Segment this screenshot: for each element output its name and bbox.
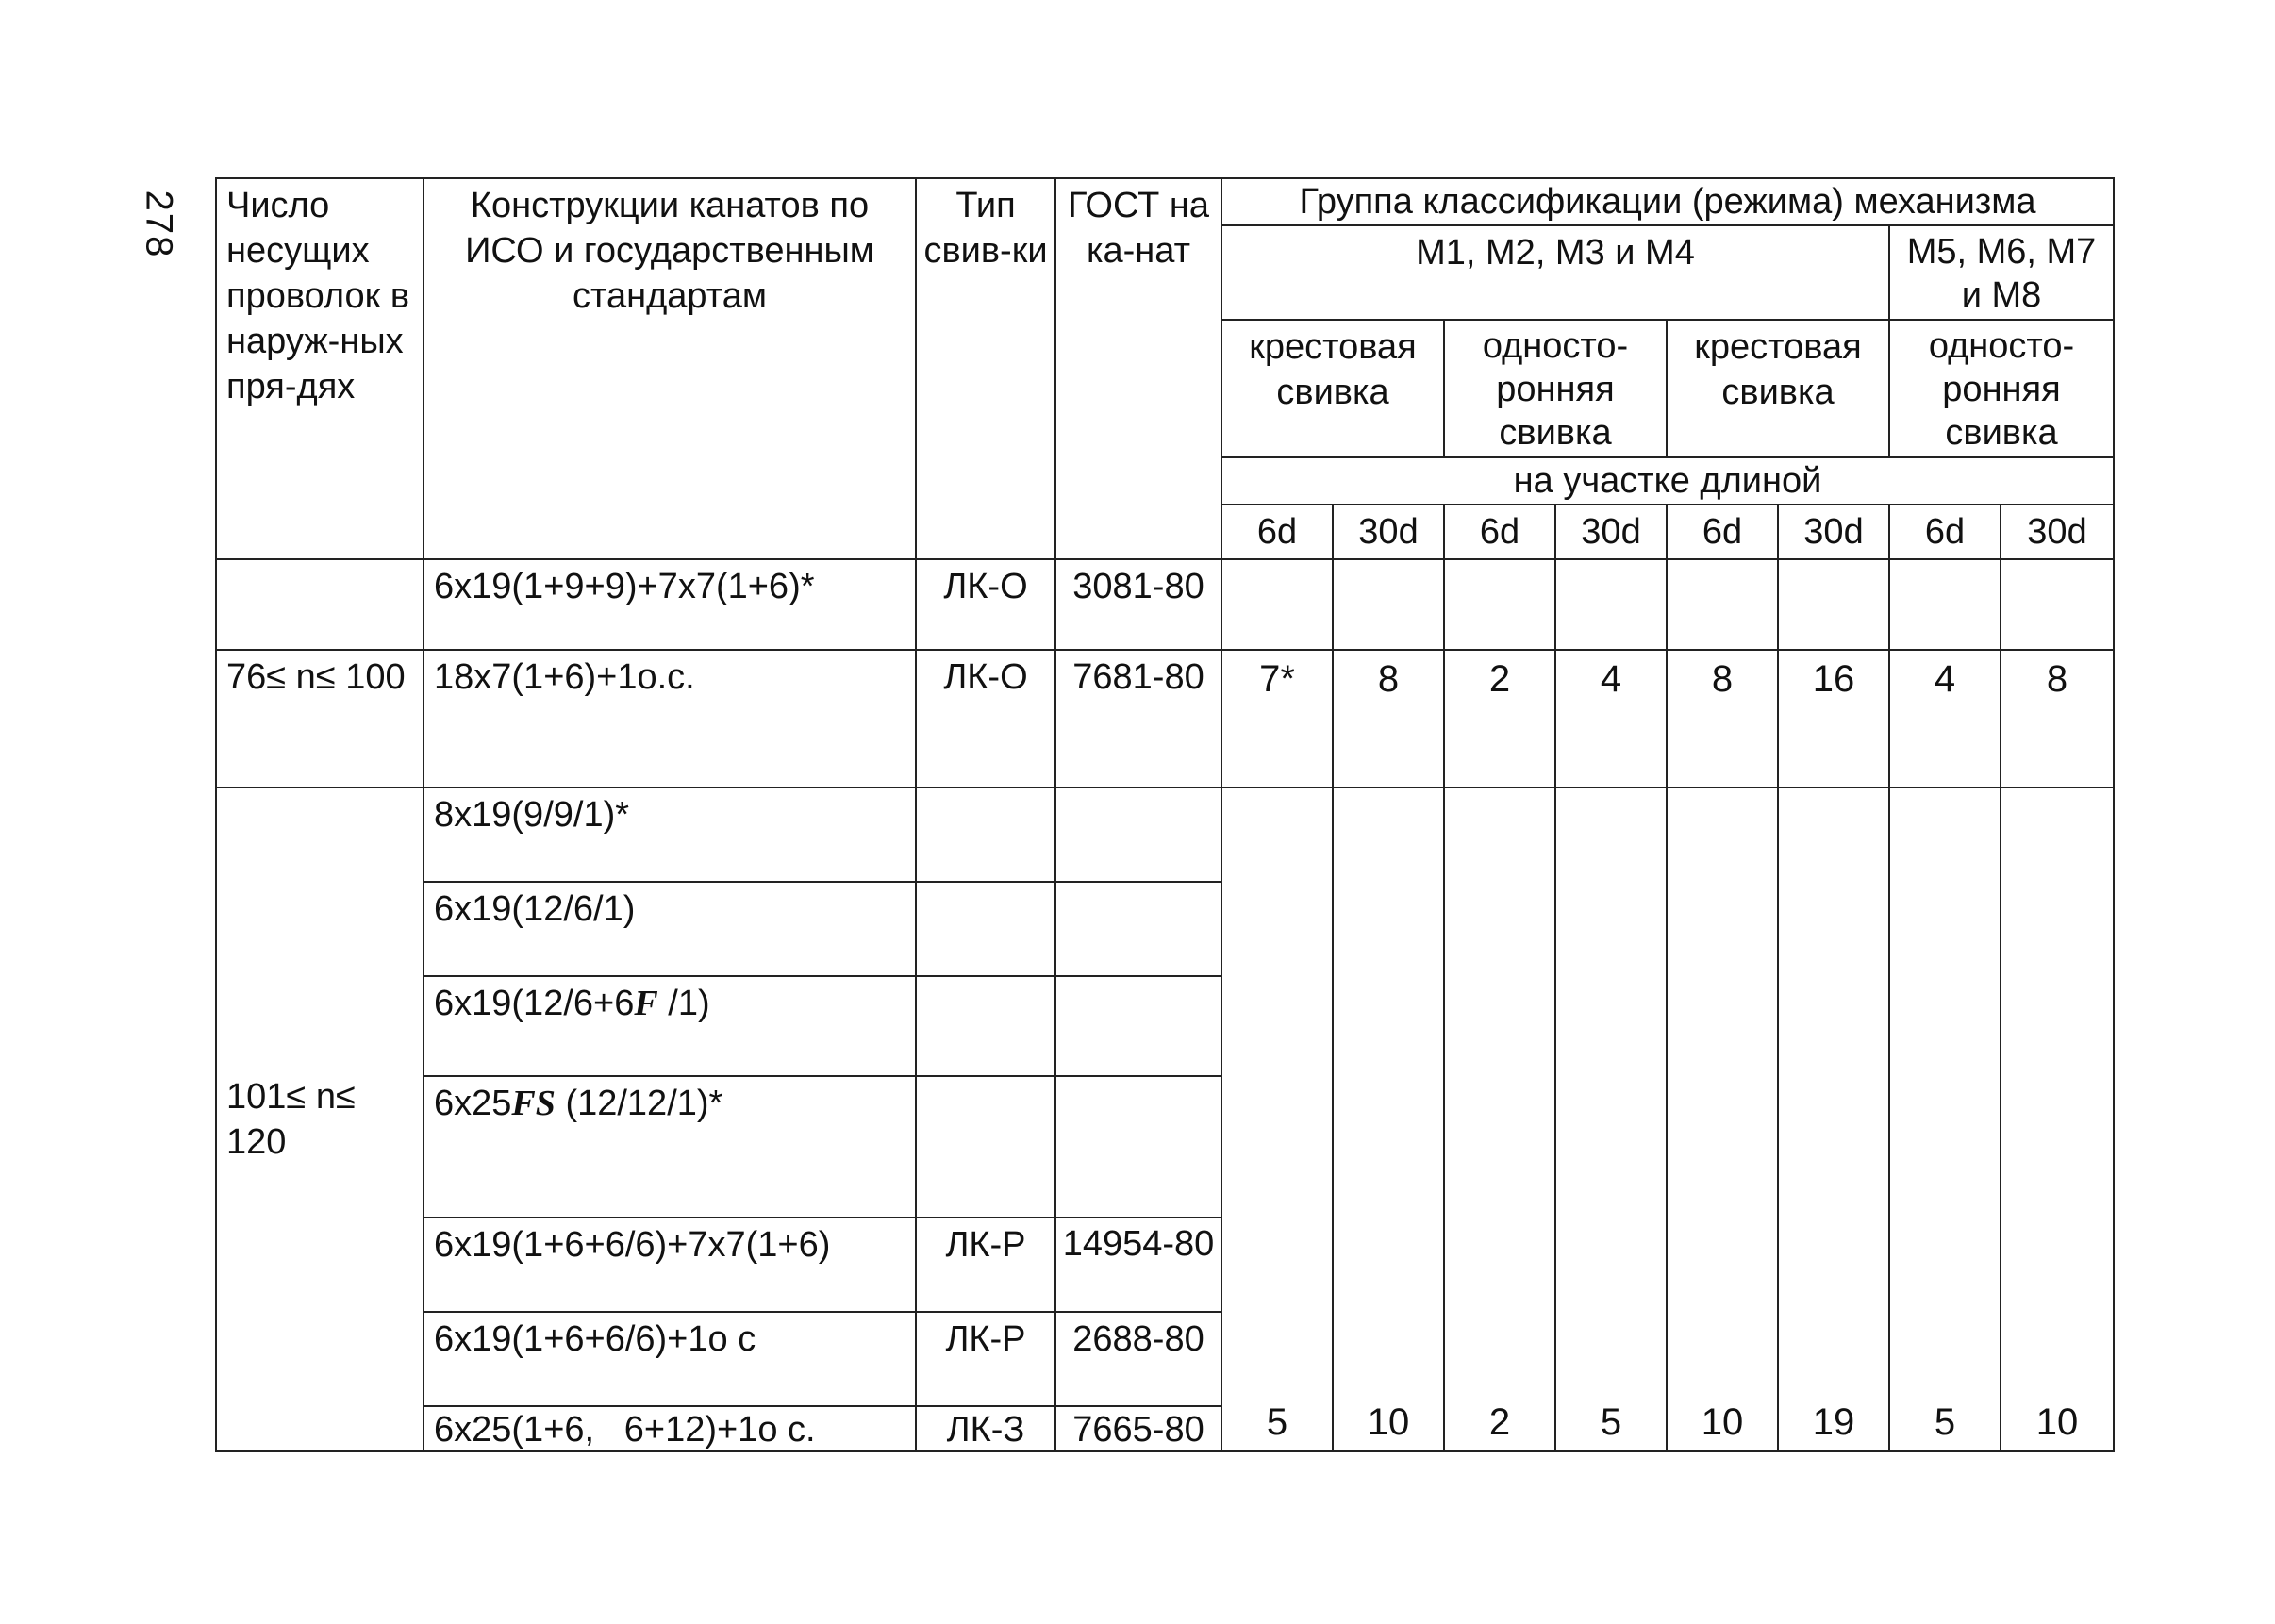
construction-text: (12/12/1)* (555, 1084, 723, 1123)
value-cell: 4 (1888, 649, 2001, 788)
construction-text: /1) (657, 984, 710, 1023)
wires-range-cell: 101≤ n≤ 120 (215, 787, 424, 1452)
construction-cell: 18х7(1+6)+1о.с. (423, 649, 917, 788)
gost-cell: 7681-80 (1054, 649, 1222, 788)
construction-cell: 6х25(1+6, 6+12)+1о с. (423, 1405, 917, 1452)
construction-cell (423, 975, 917, 1077)
construction-cell: 6х19(1+6+6/6)+1о с (423, 1311, 917, 1407)
header-group-m1-m4: М1, М2, М3 и М4 (1221, 224, 1890, 321)
lay-type-cell (915, 881, 1056, 977)
header-length-title: на участке длиной (1221, 456, 2115, 505)
gost-cell: 14954-80 (1054, 1217, 1222, 1313)
header-one-side-lay-2: односто-ронняя свивка (1888, 319, 2115, 458)
value-cell-empty (1443, 558, 1556, 651)
value-cell: 7* (1221, 649, 1334, 788)
value-cell: 8 (1666, 649, 1779, 788)
gost-cell: 2688-80 (1054, 1311, 1222, 1407)
header-group-title: Группа классификации (режима) механизма (1221, 177, 2115, 226)
lay-type-cell (915, 787, 1056, 883)
value-cell-empty (1666, 558, 1779, 651)
header-construction: Конструкции канатов по ИСО и государственным стандартам (423, 177, 917, 560)
value-cell: 8 (2000, 649, 2115, 788)
header-wires-count: Число несущих проволок в наруж-ных пря-дях (215, 177, 424, 560)
lay-type-cell: ЛК-Р (915, 1217, 1056, 1313)
value-cell: 2 (1443, 787, 1556, 1452)
header-cross-lay-2: крестовая свивка (1666, 319, 1890, 458)
len-label-6d: 6d (1443, 504, 1556, 560)
value-cell: 10 (2000, 787, 2115, 1452)
len-label-30d: 30d (1332, 504, 1445, 560)
value-cell: 19 (1777, 787, 1890, 1452)
value-cell-empty (1554, 558, 1668, 651)
value-cell-empty (1221, 558, 1334, 651)
construction-text: 6х19(12/6+6 (434, 984, 635, 1023)
value-cell-empty (1332, 558, 1445, 651)
len-label-6d: 6d (1666, 504, 1779, 560)
lay-type-cell (915, 1075, 1056, 1218)
construction-cell: 6х19(1+9+9)+7х7(1+6)* (423, 558, 917, 651)
value-cell: 5 (1221, 787, 1334, 1452)
header-gost: ГОСТ на ка-нат (1054, 177, 1222, 560)
wires-range-cell: 76≤ n≤ 100 (215, 649, 424, 788)
value-cell: 10 (1332, 787, 1445, 1452)
construction-text: 6х25 (434, 1084, 512, 1123)
construction-symbol: FS (511, 1084, 556, 1123)
gost-cell (1054, 975, 1222, 1077)
page-number: 278 (138, 190, 180, 259)
gost-cell (1054, 881, 1222, 977)
construction-cell (423, 1075, 917, 1218)
len-label-6d: 6d (1888, 504, 2001, 560)
gost-cell: 3081-80 (1054, 558, 1222, 651)
header-cross-lay-1: крестовая свивка (1221, 319, 1445, 458)
lay-type-cell: ЛК-О (915, 558, 1056, 651)
wires-cell-empty (215, 558, 424, 651)
lay-type-cell: ЛК-О (915, 649, 1056, 788)
classification-table (215, 177, 2115, 1452)
value-cell: 8 (1332, 649, 1445, 788)
value-cell: 16 (1777, 649, 1890, 788)
value-cell: 2 (1443, 649, 1556, 788)
construction-cell: 6х19(1+6+6/6)+7х7(1+6) (423, 1217, 917, 1313)
value-cell-empty (1888, 558, 2001, 651)
construction-symbol: F (634, 984, 658, 1023)
header-one-side-lay-1: односто-ронняя свивка (1443, 319, 1668, 458)
value-cell-empty (1777, 558, 1890, 651)
len-label-30d: 30d (1554, 504, 1668, 560)
value-cell: 4 (1554, 649, 1668, 788)
header-group-m5-m8: М5, М6, М7 и М8 (1888, 224, 2115, 321)
value-cell: 5 (1554, 787, 1668, 1452)
lay-type-cell (915, 975, 1056, 1077)
gost-cell (1054, 1075, 1222, 1218)
value-cell: 5 (1888, 787, 2001, 1452)
gost-cell (1054, 787, 1222, 883)
value-cell: 10 (1666, 787, 1779, 1452)
construction-cell: 6х19(12/6/1) (423, 881, 917, 977)
construction-cell: 8х19(9/9/1)* (423, 787, 917, 883)
header-lay-type: Тип свив-ки (915, 177, 1056, 560)
value-cell-empty (2000, 558, 2115, 651)
lay-type-cell: ЛК-З (915, 1405, 1056, 1452)
len-label-30d: 30d (1777, 504, 1890, 560)
gost-cell: 7665-80 (1054, 1405, 1222, 1452)
len-label-30d: 30d (2000, 504, 2115, 560)
len-label-6d: 6d (1221, 504, 1334, 560)
lay-type-cell: ЛК-Р (915, 1311, 1056, 1407)
